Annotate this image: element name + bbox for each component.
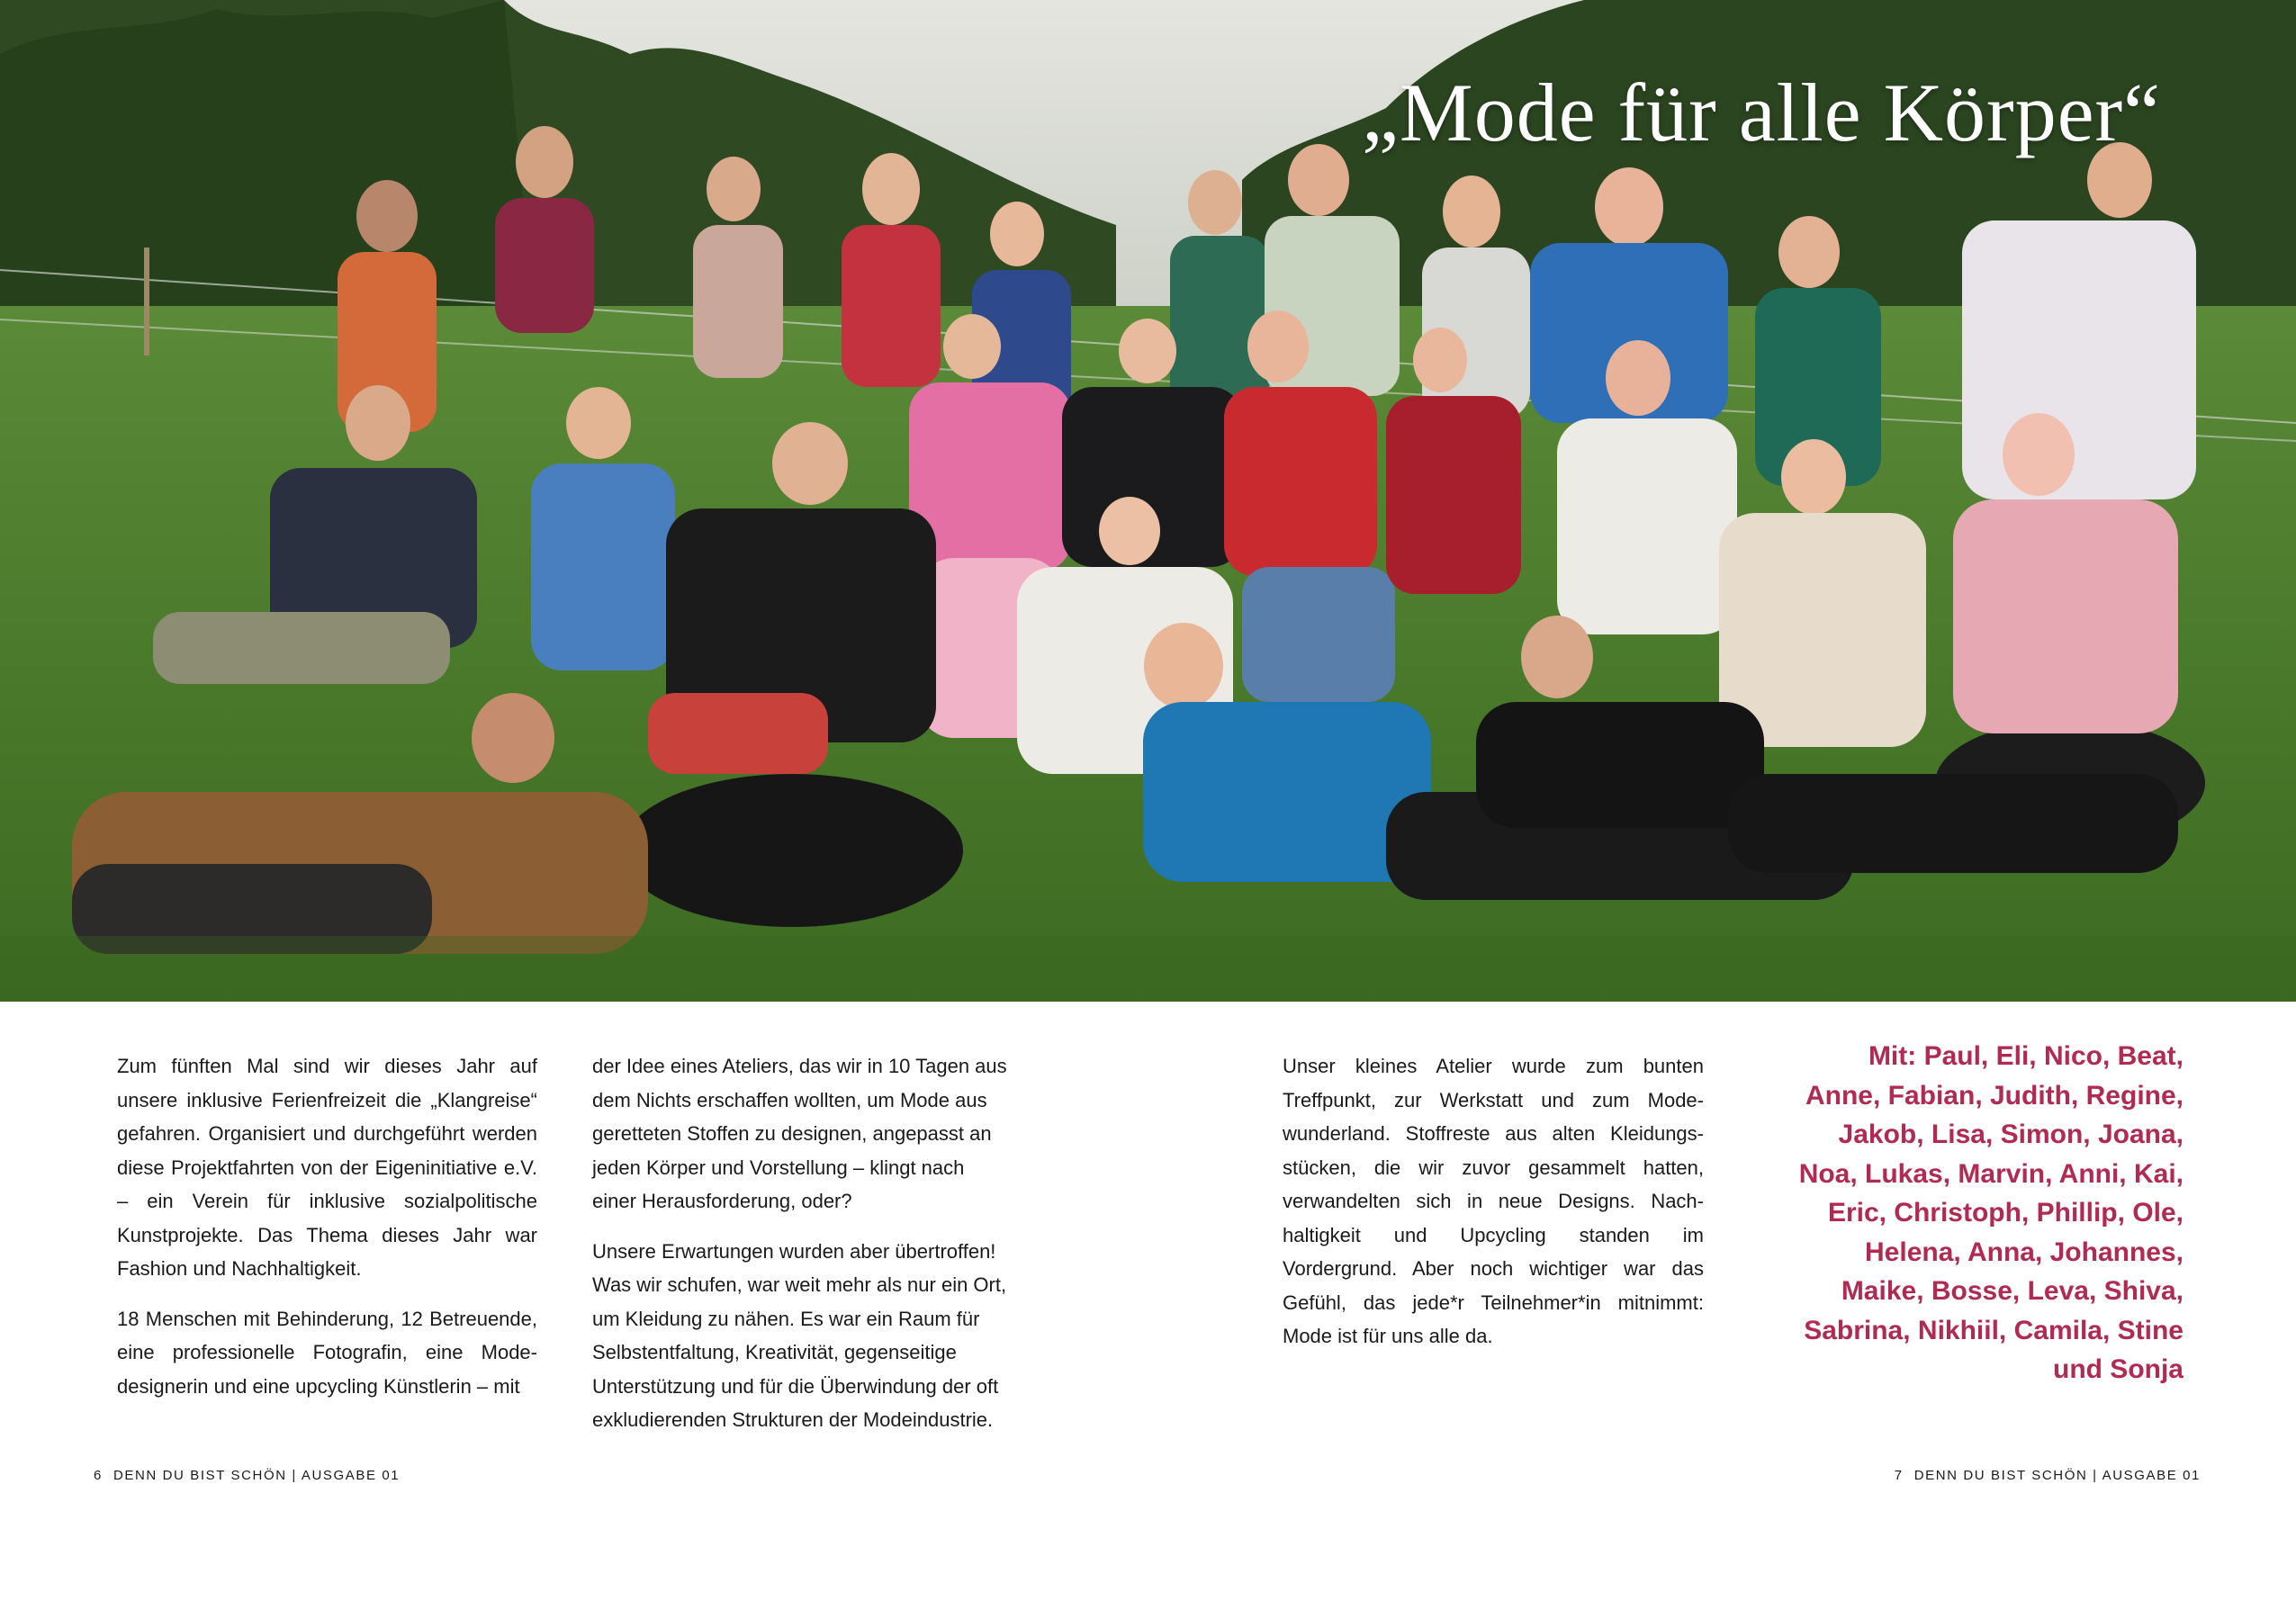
- text-column-1: [117, 1049, 537, 1419]
- paragraph: Zum fünften Mal sind wir dieses Jahr auf unsere inklusive Ferienfreizeit die „Klangreise“ gefahren. Organisiert und durchgeführt werden diese Projektfahrten von der Eigeninitiative e.V. – ein Verein für inklusive sozialpolitische Kunstprojekte. Das Thema dieses Jahr war Fashion und Nachhaltigkeit.: [117, 1055, 537, 1280]
- footer-label: DENN DU BIST SCHÖN | AUSGABE 01: [1913, 1468, 2201, 1483]
- text-column-2: [592, 1049, 1013, 1453]
- footer-right: [1895, 1468, 2201, 1483]
- footer-left: [94, 1468, 400, 1483]
- text-column-3: [1283, 1049, 1704, 1370]
- participant-credits: Mit: Paul, Eli, Nico, Beat, Anne, Fabian, Judith, Regine, Jakob, Lisa, Simon, Joana, Noa, Lukas, Marvin, Anni, Kai, Eric, Christoph, Phillip, Ole, Helena, Anna, Johannes, Maike, Bosse, Leva, Shiva, Sabrina, Nikhiil, Camila, Stine und Sonja: [1798, 1041, 2183, 1384]
- paragraph: 18 Menschen mit Behinderung, 12 Betreuende, eine professionelle Fotografin, eine Mode-designerin und eine upcycling Künstlerin – mit: [117, 1307, 537, 1398]
- page-number: 7: [1894, 1468, 1904, 1483]
- paragraph: Unsere Erwartungen wurden aber übertroffen! Was wir schufen, war weit mehr als nur ein Ort, um Kleidung zu nähen. Es war ein Raum für Selbstentfaltung, Kreativität, gegenseitige Unterstützung und für die Überwindung der oft exkludierenden Strukturen der Modeindustrie.: [592, 1239, 1007, 1431]
- paragraph: der Idee eines Ateliers, das wir in 10 Tagen aus dem Nichts erschaffen wollten, um Mode aus geretteten Stoffen zu designen, angepasst an jeden Körper und Vorstellung – klingt nach einer Herausforderung, oder?: [592, 1055, 1007, 1212]
- paragraph: Unser kleines Atelier wurde zum bunten Treffpunkt, zur Werkstatt und zum Mode-wunderland. Stoffreste aus alten Kleidungs-stücken, die wir zuvor gesammelt hatten, verwandelten sich in neue Designs. Nach-haltigkeit und Upcycling standen im Vordergrund. Aber noch wichtiger war das Gefühl, das jede*r Teilnehmer*in mitnimmt: Mode ist für uns alle da.: [1283, 1055, 1704, 1347]
- page-number: 6: [94, 1468, 103, 1483]
- footer-label: DENN DU BIST SCHÖN | AUSGABE 01: [113, 1468, 401, 1483]
- headline-quote: „Mode für alle Körper“: [1362, 67, 2161, 158]
